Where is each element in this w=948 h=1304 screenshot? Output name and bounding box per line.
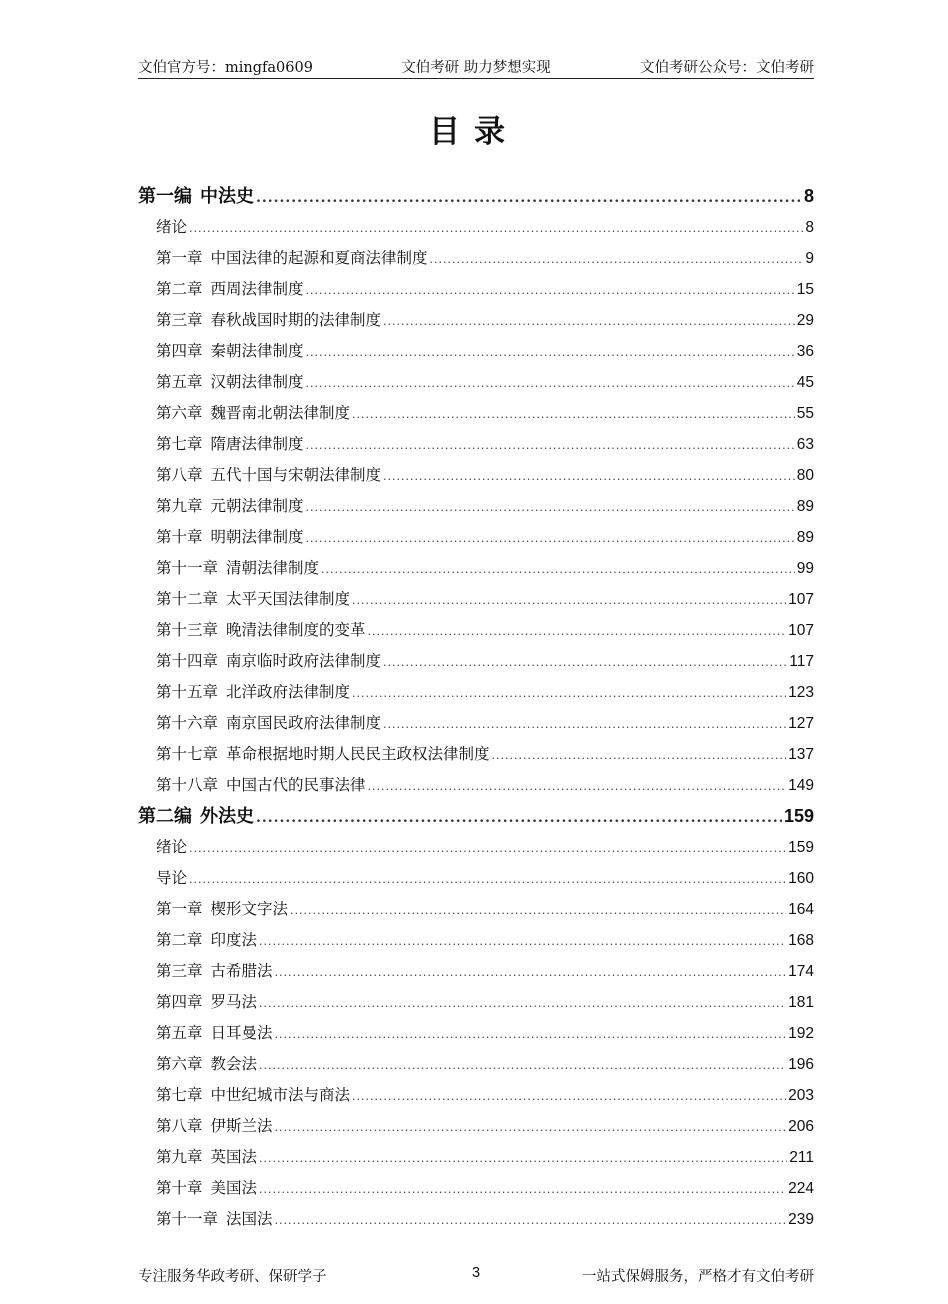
toc-entry[interactable] [138,646,814,677]
toc-chapter-title: 日耳曼法 [210,1024,273,1042]
toc-entry[interactable] [138,894,814,925]
toc-page-number: 99 [796,560,814,577]
toc-page-number: 8 [805,219,814,236]
toc-chapter-title: 教会法 [210,1055,258,1073]
toc-page-number: 159 [783,806,814,826]
toc-page-number: 29 [796,312,814,329]
toc-chapter-title: 秦朝法律制度 [210,342,304,360]
toc-page-number: 9 [805,250,814,267]
toc-chapter-number: 第六章 [156,1055,203,1073]
toc-entry[interactable] [138,770,814,801]
toc-chapter-title: 中国法律的起源和夏商法律制度 [210,249,428,267]
toc-leader-dots [275,1205,787,1236]
toc-leader-dots [189,213,803,244]
toc-leader-dots [306,523,795,554]
toc-chapter-title: 美国法 [210,1179,258,1197]
toc-chapter-title: 晚清法律制度的变革 [226,621,366,639]
toc-entry[interactable] [138,212,814,243]
toc-chapter-title: 导论 [156,869,188,887]
toc-page-number: 174 [788,963,814,980]
toc-page-number: 63 [796,436,814,453]
toc-entry[interactable] [138,708,814,739]
toc-leader-dots [259,1174,786,1205]
toc-entry[interactable] [138,1049,814,1080]
toc-entry[interactable] [138,553,814,584]
toc-chapter-title: 南京临时政府法律制度 [226,652,382,670]
toc-chapter-number: 第十章 [156,528,203,546]
header-wechat-account: 文伯考研公众号：文伯考研 [640,60,814,76]
toc-entry[interactable] [138,460,814,491]
header-official-account: 文伯官方号：mingfa0609 [138,60,313,76]
toc-leader-dots [189,864,786,895]
toc-page-number: 239 [788,1211,814,1228]
toc-chapter-number: 第一章 [156,900,203,918]
toc-page-number: 123 [788,684,814,701]
toc-chapter-title: 春秋战国时期的法律制度 [210,311,382,329]
toc-chapter-title: 绪论 [156,838,188,856]
toc-chapter-number: 第十七章 [156,745,219,763]
toc-leader-dots [368,771,787,802]
toc-chapter-title: 中国古代的民事法律 [226,776,366,794]
toc-entry[interactable] [138,863,814,894]
toc-entry[interactable] [138,1018,814,1049]
toc-leader-dots [189,833,786,864]
footer-right-text: 一站式保姆服务，严格才有文伯考研 [582,1269,814,1285]
toc-chapter-title: 古希腊法 [210,962,273,980]
toc-chapter-number: 第七章 [156,435,203,453]
toc-leader-dots [256,183,802,214]
toc-entry[interactable] [138,429,814,460]
toc-leader-dots [383,461,795,492]
toc-chapter-number: 第六章 [156,404,203,422]
toc-chapter-number: 第九章 [156,1148,203,1166]
toc-page-number: 107 [788,622,814,639]
toc-chapter-title: 革命根据地时期人民民主政权法律制度 [226,745,490,763]
toc-page-number: 45 [796,374,814,391]
toc-leader-dots [275,1019,787,1050]
toc-leader-dots [352,1081,786,1112]
toc-chapter-title: 明朝法律制度 [210,528,304,546]
toc-leader-dots [352,399,795,430]
toc-entry[interactable] [138,522,814,553]
toc-leader-dots [259,926,786,957]
toc-chapter-number: 第三章 [156,962,203,980]
toc-chapter-title: 英国法 [210,1148,258,1166]
toc-chapter-number: 第十五章 [156,683,219,701]
toc-chapter-title: 法国法 [226,1210,273,1228]
toc-entry[interactable] [138,367,814,398]
toc-chapter-number: 第二章 [156,931,203,949]
toc-part-title: 外法史 [200,806,254,827]
toc-leader-dots [306,337,795,368]
toc-entry[interactable] [138,305,814,336]
toc-entry[interactable] [138,1111,814,1142]
toc-chapter-title: 印度法 [210,931,258,949]
toc-chapter-title: 楔形文字法 [210,900,289,918]
toc-entry[interactable] [138,491,814,522]
toc-leader-dots [306,368,795,399]
toc-page-number: 127 [788,715,814,732]
toc-chapter-number: 第一章 [156,249,203,267]
toc-leader-dots [492,740,787,771]
toc-leader-dots [256,803,782,834]
toc-entry[interactable] [138,336,814,367]
toc-chapter-number: 第五章 [156,373,203,391]
toc-chapter-title: 中世纪城市法与商法 [210,1086,351,1104]
toc-chapter-title: 西周法律制度 [210,280,304,298]
toc-chapter-number: 第十六章 [156,714,219,732]
toc-chapter-title: 隋唐法律制度 [210,435,304,453]
toc-chapter-number: 第五章 [156,1024,203,1042]
toc-chapter-number: 第十一章 [156,1210,219,1228]
toc-entry[interactable] [138,243,814,274]
toc-chapter-number: 第八章 [156,466,203,484]
toc-leader-dots [368,616,787,647]
toc-chapter-number: 第七章 [156,1086,203,1104]
toc-chapter-title: 清朝法律制度 [226,559,320,577]
toc-leader-dots [383,709,786,740]
toc-chapter-title: 南京国民政府法律制度 [226,714,382,732]
toc-chapter-title: 元朝法律制度 [210,497,304,515]
toc-page-number: 137 [788,746,814,763]
toc-entry[interactable] [138,1142,814,1173]
toc-page-number: 89 [796,529,814,546]
toc-entry[interactable] [138,832,814,863]
toc-chapter-title: 绪论 [156,218,188,236]
toc-page-number: 206 [788,1118,814,1135]
toc-page-number: 107 [788,591,814,608]
toc-page-number: 203 [788,1087,814,1104]
toc-page-number: 15 [796,281,814,298]
toc-chapter-number: 第十四章 [156,652,219,670]
toc-page-number: 117 [789,653,814,670]
toc-chapter-title: 五代十国与宋朝法律制度 [210,466,382,484]
toc-chapter-number: 第十二章 [156,590,219,608]
toc-page-number: 159 [788,839,814,856]
toc-chapter-number: 第十八章 [156,776,219,794]
toc-chapter-number: 第三章 [156,311,203,329]
toc-chapter-number: 第四章 [156,342,203,360]
toc-page-number: 8 [803,186,814,206]
toc-leader-dots [383,306,795,337]
toc-page-number: 192 [788,1025,814,1042]
toc-leader-dots [306,430,795,461]
toc-chapter-number: 第二章 [156,280,203,298]
footer-page-number: 3 [471,1265,481,1281]
toc-part-title: 中法史 [200,186,254,207]
toc-entry[interactable] [138,925,814,956]
toc-chapter-title: 太平天国法律制度 [226,590,351,608]
toc-chapter-title: 伊斯兰法 [210,1117,273,1135]
footer-left-text: 专注服务华政考研、保研学子 [138,1269,327,1285]
toc-chapter-title: 汉朝法律制度 [210,373,304,391]
toc-chapter-title: 北洋政府法律制度 [226,683,351,701]
toc-page-number: 89 [796,498,814,515]
toc-entry[interactable] [138,584,814,615]
toc-entry[interactable] [138,677,814,708]
toc-entry[interactable] [138,1173,814,1204]
table-of-contents [138,181,814,1235]
page-title: 目录 [429,114,519,150]
toc-page-number: 181 [788,994,814,1011]
toc-page-number: 168 [788,932,814,949]
toc-entry[interactable] [138,615,814,646]
toc-leader-dots [352,585,786,616]
toc-leader-dots [259,1143,787,1174]
toc-leader-dots [259,988,786,1019]
toc-chapter-title: 魏晋南北朝法律制度 [210,404,351,422]
toc-page-number: 196 [788,1056,814,1073]
toc-page-number: 224 [788,1180,814,1197]
toc-entry[interactable] [138,739,814,770]
page-header [138,52,814,79]
toc-entry[interactable] [138,987,814,1018]
toc-leader-dots [290,895,786,926]
toc-chapter-number: 第四章 [156,993,203,1011]
toc-chapter-number: 第八章 [156,1117,203,1135]
toc-entry[interactable] [138,1080,814,1111]
toc-chapter-number: 第十三章 [156,621,219,639]
toc-leader-dots [321,554,795,585]
toc-page-number: 36 [796,343,814,360]
toc-leader-dots [306,492,795,523]
toc-chapter-number: 第十一章 [156,559,219,577]
toc-part-2[interactable] [138,801,814,832]
toc-leader-dots [275,1112,787,1143]
toc-page-number: 55 [796,405,814,422]
toc-leader-dots [259,1050,786,1081]
toc-part-1[interactable] [138,181,814,212]
toc-leader-dots [306,275,795,306]
toc-part-number: 第一编 [138,186,192,207]
toc-page-number: 211 [789,1149,814,1166]
toc-page-number: 149 [788,777,814,794]
header-slogan: 文伯考研 助力梦想实现 [401,60,551,76]
toc-leader-dots [383,647,787,678]
toc-entry[interactable] [138,956,814,987]
toc-leader-dots [352,678,786,709]
toc-chapter-number: 第十章 [156,1179,203,1197]
toc-leader-dots [430,244,804,275]
toc-part-number: 第二编 [138,806,192,827]
toc-page-number: 160 [788,870,814,887]
toc-entry[interactable] [138,398,814,429]
toc-page-number: 80 [796,467,814,484]
toc-entry[interactable] [138,1204,814,1235]
toc-entry[interactable] [138,274,814,305]
toc-chapter-title: 罗马法 [210,993,258,1011]
toc-chapter-number: 第九章 [156,497,203,515]
toc-page-number: 164 [788,901,814,918]
toc-leader-dots [275,957,787,988]
